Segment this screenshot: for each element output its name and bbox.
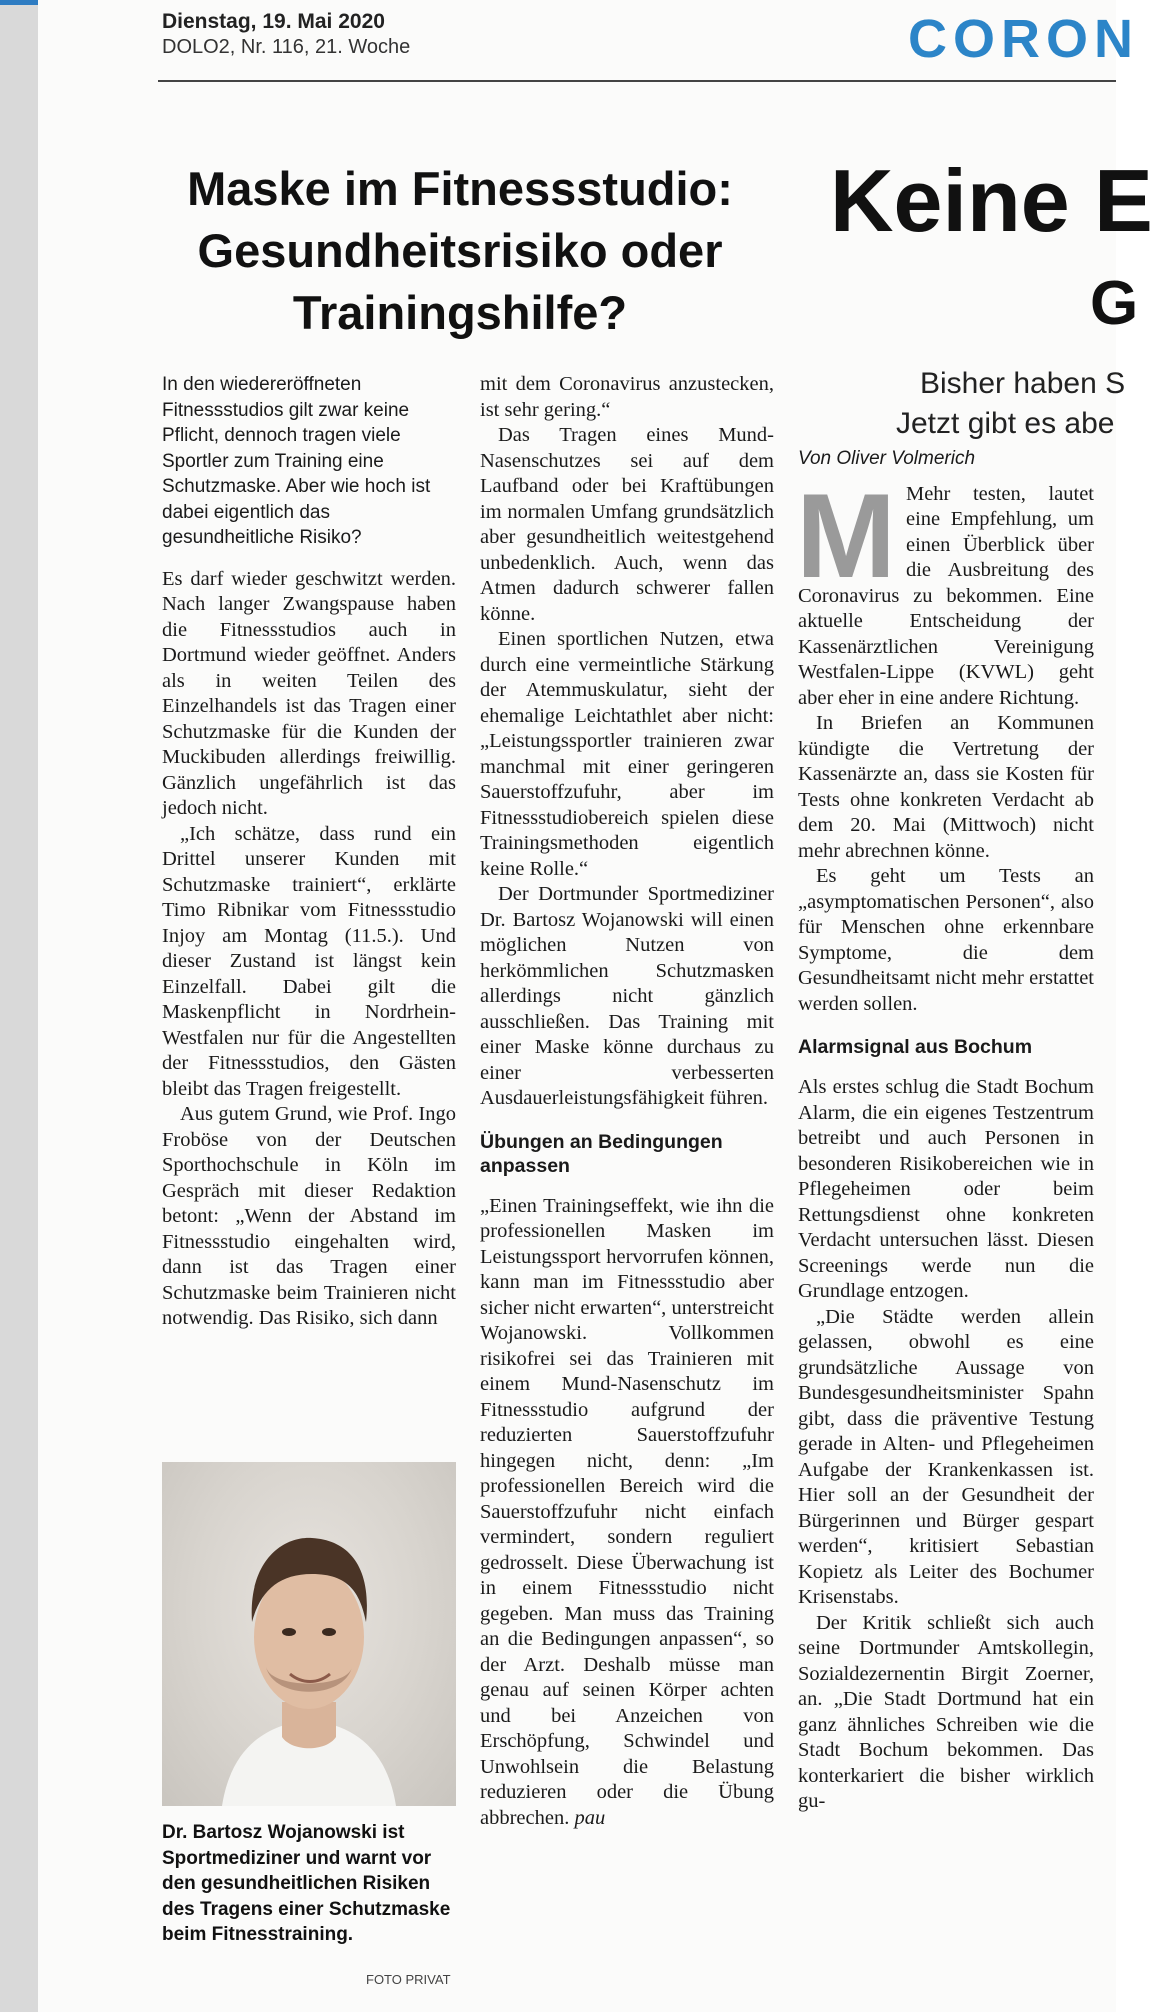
article1-subheading: Übungen an Bedingungen anpassen — [480, 1130, 723, 1177]
article2-author: Von Oliver Volmerich — [798, 448, 976, 469]
portrait-photo — [162, 1462, 456, 1806]
article2-subheading: Alarmsignal aus Bochum — [798, 1036, 1033, 1058]
header-issue: DOLO2, Nr. 116, 21. Woche — [162, 36, 411, 58]
left-margin-bar — [0, 0, 39, 2012]
article2-headline-line2: G — [1090, 269, 1139, 338]
header-date: Dienstag, 19. Mai 2020 — [162, 10, 385, 33]
article1-paragraph: Das Tragen eines Mund-Nasenschutzes sei auf dem Laufband oder bei Kraftübungen im normalen Umfang grundsätzlich aber gesundheitlich weitestgehend unbedenklich. Auch, wenn das Atmen dadurch schwerer fallen könne. — [480, 424, 774, 625]
article1-paragraph: Einen sportlichen Nutzen, etwa durch eine vermeintliche Stärkung der Atemmuskulatur, sieht der ehemalige Leichtathlet aber nicht: „Leistungssportler trainieren zwar manchmal mit einer geringeren Sauerstoffzufuhr, aber im Fitnessstudiobereich spielen diese Trainingsmethoden eigentlich keine Rolle.“ — [480, 628, 774, 880]
article2-subheadline-line2: Jetzt gibt es abe — [896, 407, 1115, 440]
article2-subheadline-line1: Bisher haben S — [920, 367, 1126, 400]
article2-paragraph — [796, 468, 1094, 712]
article2-paragraph: Als erstes schlug die Stadt Bochum Alarm, die ein eigenes Testzentrum betreibt und auch Personen in besonderen Risikobereichen wie in Pflegeheimen oder beim Rettungsdienst ohne konkreten Verdacht untersuchen lässt. Diesen Screenings werde nun die Grundlage entzogen. — [798, 1076, 1094, 1302]
article1-column-1 — [162, 372, 456, 1332]
article1-final-text: „Einen Trainingseffekt, wie ihn die professionellen Masken im Leistungssport hervorrufen können, kann man im Fitnessstudio aber sicher nicht erwarten“, unterstreicht Wojanowski. Vollkommen risikofrei sei das Trainieren mit einem Mund-Nasenschutz im Fitnessstudio aufgrund der reduzierten Sauerstoffzufuhr hingegen nicht, denn: „Im professionellen Bereich wird die Sauerstoffzufuhr nicht einfach vermindert, sondern reguliert gedrosselt. Diese Überwachung ist in einem Fitnessstudio nicht gegeben. Man muss das Training an die Bedingungen anpassen“, so der Arzt. Deshalb müsse man genau auf seinen Körper achten und bei Anzeichen von Erschöpfung, Schwindel und Unwohlsein die Belastung reduzieren oder die Übung abbrechen. — [480, 1194, 774, 1829]
article1-headline: Maske im Fitnessstudio: Gesundheitsrisiko oder Trainingshilfe? — [187, 162, 733, 339]
drop-cap: M — [796, 468, 896, 603]
article1-paragraph — [480, 1194, 774, 1832]
author-signature: pau — [574, 1806, 606, 1829]
article2-paragraph: Der Kritik schließt sich auch seine Dortmunder Amtskollegin, Sozialdezernentin Birgit Zoerner, an. „Die Stadt Dortmund hat ein ganz ähnliches Schreiben wie die Stadt Bochum bekommen. Das konterkariert die bisher wirklich gu- — [798, 1611, 1094, 1812]
photo-caption: Dr. Bartosz Wojanowski ist Sportmediziner und warnt vor den gesundheitlichen Risiken des Tragens einer Schutzmaske beim Fitnesstraining. — [162, 1822, 451, 1945]
article2-subheadline — [880, 364, 1125, 444]
article2-column — [798, 446, 1094, 1815]
article2-paragraph: Es geht um Tests an „asymptomatischen Personen“, also für Menschen ohne erkennbare Symptome, die dem Gesundheitsamt nicht mehr erstattet werden sollen. — [798, 865, 1094, 1015]
article1-column-2 — [480, 372, 774, 1831]
article2-headline: Keine E — [830, 151, 1153, 250]
article1-paragraph: mit dem Coronavirus anzustecken, ist sehr gering.“ — [480, 373, 774, 421]
article1-paragraph: Aus gutem Grund, wie Prof. Ingo Froböse von der Deutschen Sporthochschule in Köln im Gespräch mit dieser Redaktion betont: „Wenn der Abstand im Fitnessstudio eingehalten wird, dann ist das Tragen einer Schutzmaske beim Trainieren nicht notwendig. Das Risiko, sich dann — [162, 1103, 456, 1329]
photo-credit: FOTO PRIVAT — [366, 1972, 451, 1987]
portrait-illustration — [162, 1462, 456, 1806]
article2-first-text: Mehr testen, lautet eine Empfehlung, um einen Überblick über die Ausbreitung des Coronavirus zu bekommen. Eine aktuelle Entscheidung der Kassenärztlichen Vereinigung Westfalen-Lippe (KVWL) geht aber eher in eine andere Richtung. — [798, 482, 1094, 709]
article1-lead: In den wiedereröffneten Fitnessstudios gilt zwar keine Pflicht, dennoch tragen viele Sportler zum Training eine Schutzmaske. Aber wie hoch ist dabei eigentlich das gesundheitliche Risiko? — [162, 374, 431, 548]
header-rule — [158, 80, 1116, 82]
article2-paragraph: „Die Städte werden allein gelassen, obwohl es eine grundsätzliche Aussage von Bundesgesundheitsminister Spahn gibt, dass die präventive Testung gerade in Alten- und Pflegeheimen Aufgabe der Krankenkassen ist. Hier soll an der Gesundheit der Bürgerinnen und Bürger gespart werden“, kritisiert Sebastian Kopietz als Leiter des Bochumer Krisenstabs. — [798, 1305, 1094, 1608]
section-title: CORON — [908, 9, 1139, 69]
article1-paragraph: Es darf wieder geschwitzt werden. Nach langer Zwangspause haben die Fitnessstudios auch in Dortmund wieder geöffnet. Anders als in weiten Teilen des Einzelhandels ist das Tragen einer Schutzmaske für die Kunden der Muckibuden allerdings freiwillig. Gänzlich ungefährlich ist das jedoch nicht. — [162, 567, 456, 819]
article1-paragraph: „Ich schätze, dass rund ein Drittel unserer Kunden mit Schutzmaske trainiert“, erklärte Timo Ribnikar vom Fitnessstudio Injoy am Montag (11.5.). Und dieser Zustand ist längst kein Einzelfall. Dabei gilt die Maskenpflicht in Nordrhein-Westfalen nur für die Angestellten der Fitnessstudios, den Gästen bleibt das Tragen freigestellt. — [162, 822, 456, 1100]
article1-paragraph: Der Dortmunder Sportmediziner Dr. Bartosz Wojanowski will einen möglichen Nutzen von herkömmlichen Schutzmasken allerdings nicht gänzlich ausschließen. Das Training mit einer Maske könne durchaus zu einer verbesserten Ausdauerleistungsfähigkeit führen. — [480, 883, 774, 1109]
article2-paragraph: In Briefen an Kommunen kündigte die Vertretung der Kassenärzte an, dass sie Kosten für Tests ohne konkreten Verdacht ab dem 20. Mai (Mittwoch) nicht mehr abrechnen könne. — [798, 712, 1094, 862]
